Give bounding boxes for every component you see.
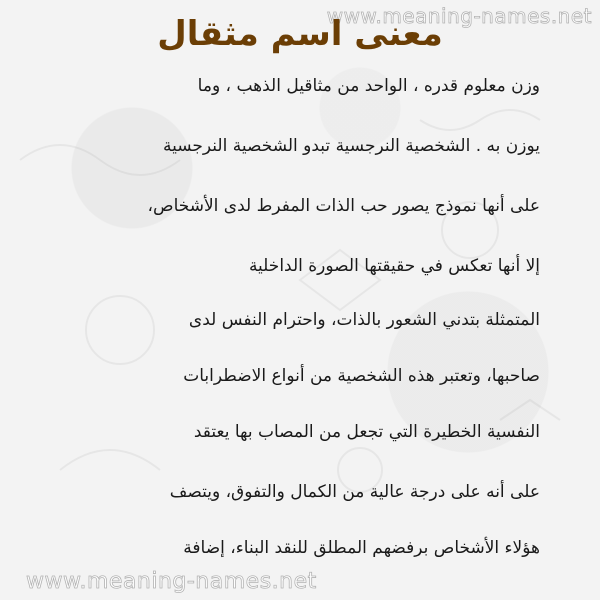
text-line: على أنها نموذج يصور حب الذات المفرط لدى الأشخاص، — [147, 196, 540, 216]
page-title: معنى اسم مثقال — [157, 14, 443, 54]
text-line: يوزن به . الشخصية النرجسية تبدو الشخصية النرجسية — [163, 136, 540, 156]
text-line: النفسية الخطيرة التي تجعل من المصاب بها يعتقد — [193, 422, 540, 442]
text-line: إلا أنها تعكس في حقيقتها الصورة الداخلية — [248, 256, 540, 276]
text-line: وزن معلوم قدره ، الواحد من مثاقيل الذهب ، وما — [197, 76, 540, 96]
watermark-top: www.meaning-names.net — [326, 4, 592, 28]
text-line: المتمثلة بتدني الشعور بالذات، واحترام النفس لدى — [188, 310, 540, 330]
watermark-bottom: www.meaning-names.net — [26, 569, 317, 594]
text-line: هؤلاء الأشخاص برفضهم المطلق للنقد البناء، إضافة — [183, 538, 540, 558]
text-line: صاحبها، وتعتبر هذه الشخصية من أنواع الاضطرابات — [183, 366, 540, 386]
text-line: على أنه على درجة عالية من الكمال والتفوق، ويتصف — [169, 482, 540, 502]
